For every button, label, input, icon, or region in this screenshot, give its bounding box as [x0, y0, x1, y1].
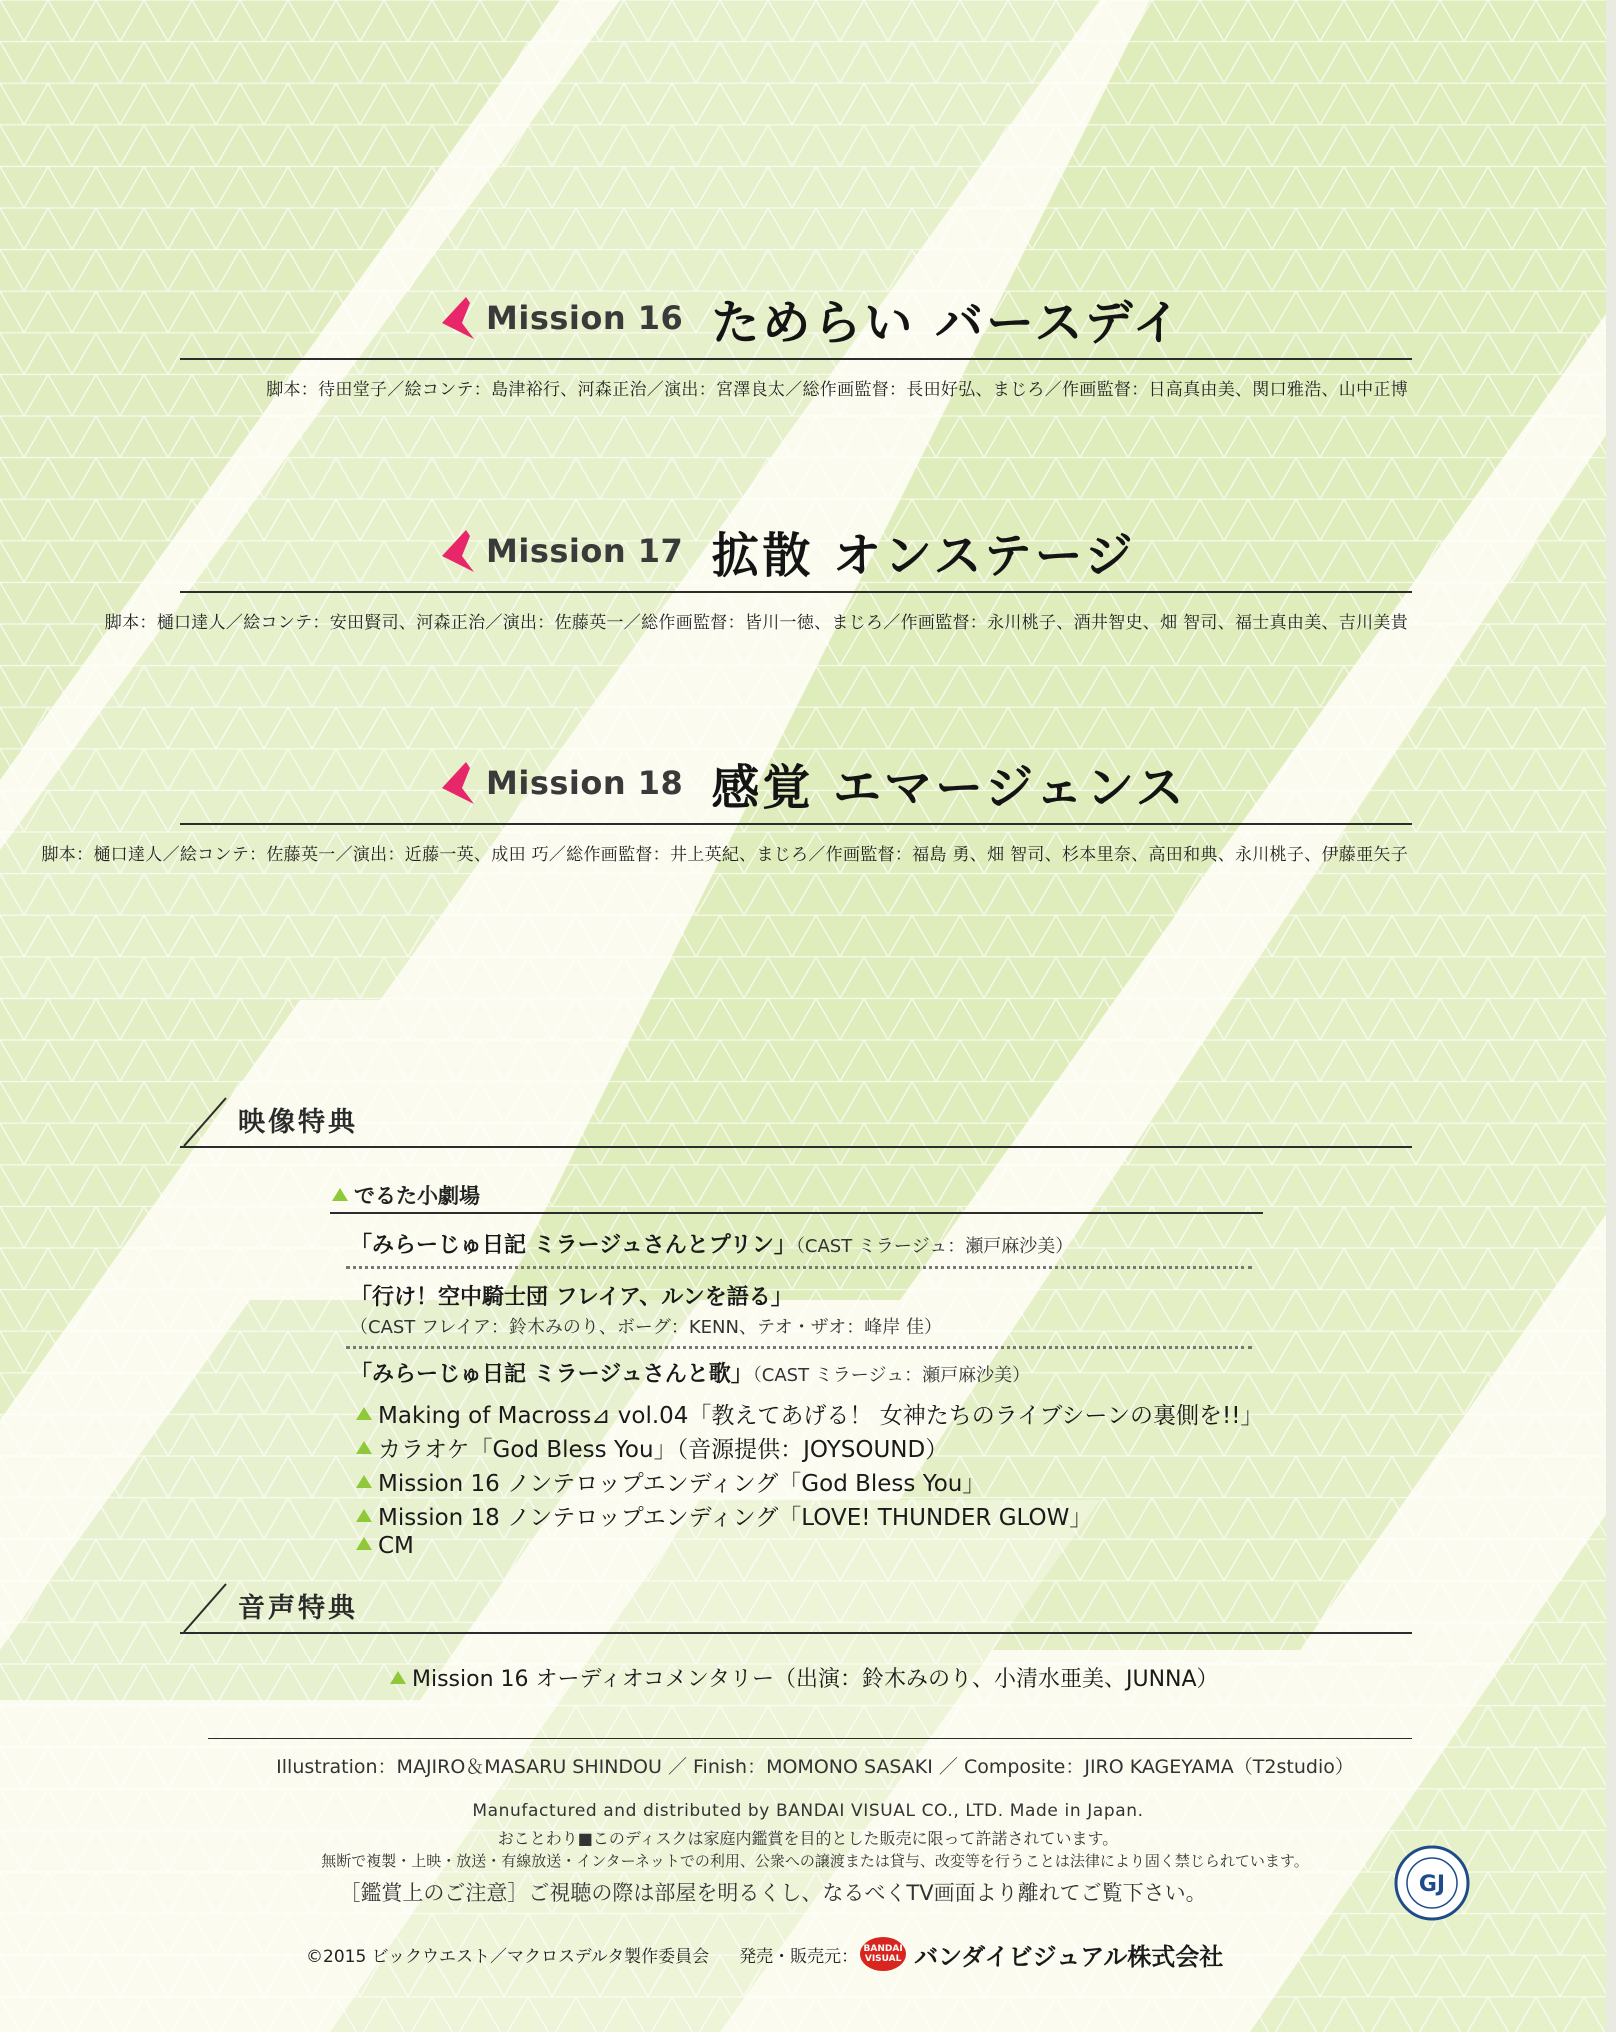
footer-rule	[208, 1738, 1412, 1739]
mission-16-heading	[440, 278, 1183, 358]
bonus-item-text: Mission 18 ノンテロップエンディング「LOVE! THUNDER GLOW」	[378, 1505, 1093, 1531]
theater-item-2-cast	[350, 1313, 942, 1339]
notice-line-2: 無断で複製・上映・放送・有線放送・インターネットでの利用、公衆への譲渡または貸与、改変等を行うことは法律により固く禁じられています。	[321, 1852, 1309, 1870]
theater-item-cast: （CAST フレイア：鈴木みのり、ボーグ：KENN、テオ・ザオ：峰岸 佳）	[350, 1317, 942, 1338]
staff-credits: Illustration：MAJIRO＆MASARU SHINDOU ／ Finish：MOMONO SASAKI ／ Composite：JIRO KAGEYAMA（T2studio）	[276, 1756, 1354, 1778]
mission-18-credits: 脚本：樋口達人／絵コンテ：佐藤英一／演出：近藤一英、成田 巧／総作画監督：井上英紀、まじろ／作画監督：福島 勇、畑 智司、杉本里奈、高田和典、永川桃子、伊藤亜矢子	[41, 845, 1408, 865]
logo-text-bottom: VISUAL	[864, 1954, 902, 1964]
seal-letters: GJ	[1418, 1872, 1446, 1897]
mission-title: 拡散 オンステージ	[711, 527, 1136, 584]
theater-item-1	[350, 1228, 1073, 1259]
bonus-item-text: CM	[378, 1533, 414, 1559]
manufactured-notice: Manufactured and distributed by BANDAI VISUAL CO., LTD. Made in Japan.	[472, 1801, 1144, 1821]
copyright-row	[306, 1934, 1223, 1974]
mission-title: 感覚 エマージェンス	[711, 759, 1187, 816]
theater-item-title: 「みらーじゅ日記 ミラージュさんと歌」	[350, 1362, 753, 1387]
bonus-item-text: Mission 16 ノンテロップエンディング「God Bless You」	[378, 1471, 986, 1497]
video-bonus-item	[356, 1397, 1263, 1430]
theater-item-cast: （CAST ミラージュ：瀬戸麻沙美）	[752, 1365, 1031, 1386]
theater-sub-heading	[330, 1176, 1263, 1214]
bandai-visual-logo	[860, 1937, 906, 1971]
logo-text-top: BANDAI	[863, 1944, 903, 1954]
theater-item-title: 「みらーじゅ日記 ミラージュさんとプリン」	[350, 1233, 796, 1258]
mission-title: ためらい バースデイ	[711, 294, 1184, 351]
video-bonus-item	[356, 1499, 1092, 1532]
theater-item-2	[350, 1280, 793, 1311]
dotted-divider	[346, 1266, 1252, 1269]
sub-heading-title: でるた小劇場	[354, 1184, 480, 1208]
section-rule	[180, 1146, 1412, 1148]
mission-17-heading	[440, 511, 1136, 591]
triangle-bullet-icon	[356, 1475, 372, 1488]
chevron-left-icon	[440, 526, 480, 576]
video-bonus-heading	[180, 1088, 1412, 1148]
triangle-bullet-icon	[356, 1407, 372, 1420]
triangle-bullet-icon	[356, 1441, 372, 1454]
video-bonus-item	[356, 1431, 948, 1464]
video-bonus-item	[356, 1533, 414, 1559]
audio-bonus-heading	[180, 1574, 1412, 1634]
audio-bonus-item	[390, 1662, 1219, 1693]
chevron-left-icon	[440, 758, 480, 808]
bonus-item-text: Mission 16 オーディオコメンタリー（出演：鈴木みのり、小清水亜美、JUNNA）	[412, 1667, 1219, 1692]
section-title: 映像特典	[238, 1107, 358, 1138]
slash-decoration-icon	[180, 1088, 230, 1148]
certification-seal-icon	[1393, 1844, 1471, 1922]
mission-18-rule	[180, 823, 1412, 825]
bonus-item-text: カラオケ「God Bless You」（音源提供：JOYSOUND）	[378, 1437, 949, 1463]
mission-16-rule	[180, 358, 1412, 360]
triangle-bullet-icon	[390, 1671, 406, 1684]
mission-number: Mission 16	[486, 299, 684, 337]
video-bonus-item	[356, 1465, 985, 1498]
chevron-left-icon	[440, 293, 480, 343]
slash-decoration-icon	[180, 1574, 230, 1634]
copyright-text: ©2015 ビックウエスト／マクロスデルタ製作委員会	[306, 1946, 710, 1967]
mission-17-credits: 脚本：樋口達人／絵コンテ：安田賢司、河森正治／演出：佐藤英一／総作画監督：皆川一徳、まじろ／作画監督：永川桃子、酒井智史、畑 智司、福士真由美、吉川美貴	[104, 613, 1408, 633]
theater-item-title: 「行け！空中騎士団 フレイア、ルンを語る」	[350, 1285, 793, 1310]
section-rule	[180, 1632, 1412, 1634]
mission-number: Mission 17	[486, 532, 684, 570]
mission-17-rule	[180, 591, 1412, 593]
viewing-notice: ［鑑賞上のご注意］ご視聴の際は部屋を明るくし、なるべくTV画面より離れてご覧下さい。	[339, 1881, 1207, 1905]
triangle-bullet-icon	[356, 1537, 372, 1550]
theater-item-3	[350, 1357, 1030, 1388]
section-title: 音声特典	[238, 1593, 358, 1624]
dotted-divider	[346, 1346, 1252, 1349]
mission-16-credits: 脚本：待田堂子／絵コンテ：島津裕行、河森正治／演出：宮澤良太／総作画監督：長田好弘、まじろ／作画監督：日高真由美、関口雅浩、山中正博	[266, 380, 1408, 400]
notice-line-1: おことわり■このディスクは家庭内鑑賞を目的とした販売に限って許諾されています。	[497, 1829, 1119, 1848]
seller-label: 発売・販売元：	[739, 1946, 859, 1967]
mission-number: Mission 18	[486, 764, 684, 802]
triangle-bullet-icon	[356, 1509, 372, 1522]
bonus-item-text: Making of Macross⊿ vol.04「教えてあげる！ 女神たちのライブシーンの裏側を!!」	[378, 1403, 1264, 1429]
theater-item-cast: （CAST ミラージュ：瀬戸麻沙美）	[795, 1236, 1074, 1257]
mission-18-heading	[440, 743, 1187, 823]
triangle-bullet-icon	[332, 1188, 348, 1201]
company-name: バンダイビジュアル株式会社	[914, 1942, 1224, 1971]
